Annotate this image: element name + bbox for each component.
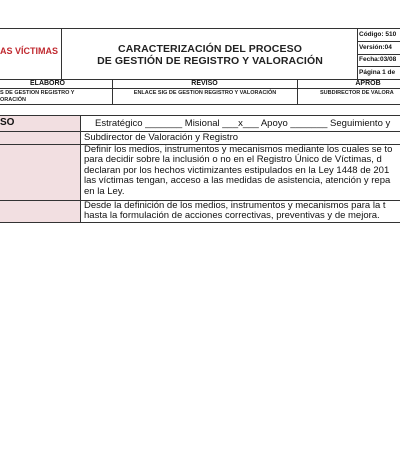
pagina-field: Página 1 de [359, 68, 396, 76]
process-leader: Subdirector de Valoración y Registro [84, 132, 239, 143]
meta-row-line [357, 66, 400, 67]
process-type-options: Estratégico _______ Misional ___x___ Apoyo _______ Seguimiento y [95, 117, 391, 129]
process-label: SO [0, 117, 15, 128]
document-title-line1: CARACTERIZACIÓN DEL PROCESO [118, 43, 302, 55]
document-title-line2: DE GESTIÓN DE REGISTRO Y VALORACIÓN [97, 55, 323, 67]
reviso-value: ENLACE SIG DE GESTION REGISTRO Y VALORACIÓN [133, 89, 277, 96]
objective-line: para decidir sobre la inclusión o no en el Registro Único de Víctimas, d [84, 154, 382, 166]
approvals-bottom-border [0, 104, 400, 105]
label-column-divider [80, 115, 81, 223]
codigo-field: Código: 510 [359, 31, 397, 38]
scope-line: hasta la formulación de acciones correctivas, preventivas y de mejora. [84, 210, 380, 222]
version-field: Versión:04 [359, 43, 392, 51]
approvals-divider [297, 79, 298, 104]
scope-line: Desde la definición de los medios, instrumentos y mecanismos para la t [84, 200, 386, 211]
objective-line: en la Ley. [84, 185, 125, 197]
logo-divider [61, 28, 62, 79]
objective-line: declaran por los hechos victimizantes estipulados en la Ley 1448 de 201 [84, 164, 390, 176]
aprobo-value: SUBDIRECTOR DE VALORA [320, 89, 394, 96]
elaboro-value-line1: S DE GESTION REGISTRO Y [0, 89, 75, 96]
meta-row-line [357, 41, 400, 42]
meta-row-line [357, 54, 400, 55]
elaboro-value-line2: ORACIÓN [0, 96, 26, 103]
approvals-divider [112, 79, 113, 104]
fecha-field: Fecha:03/08 [359, 56, 397, 63]
header-top-border [0, 28, 400, 29]
aprobo-heading: APROB [355, 79, 381, 87]
objective-line: Definir los medios, instrumentos y mecanismos mediante los cuales se to [84, 144, 393, 155]
objective-line: las víctimas tengan, acceso a las medidas de asistencia, atención y repa [84, 175, 391, 187]
logo-text: AS VÍCTIMAS [0, 46, 59, 56]
table-top-border [0, 115, 400, 116]
table-bottom-border [0, 222, 400, 223]
elaboro-heading: ELABORO [30, 79, 65, 87]
approvals-header-line [0, 88, 400, 89]
reviso-heading: REVISO [191, 79, 218, 87]
